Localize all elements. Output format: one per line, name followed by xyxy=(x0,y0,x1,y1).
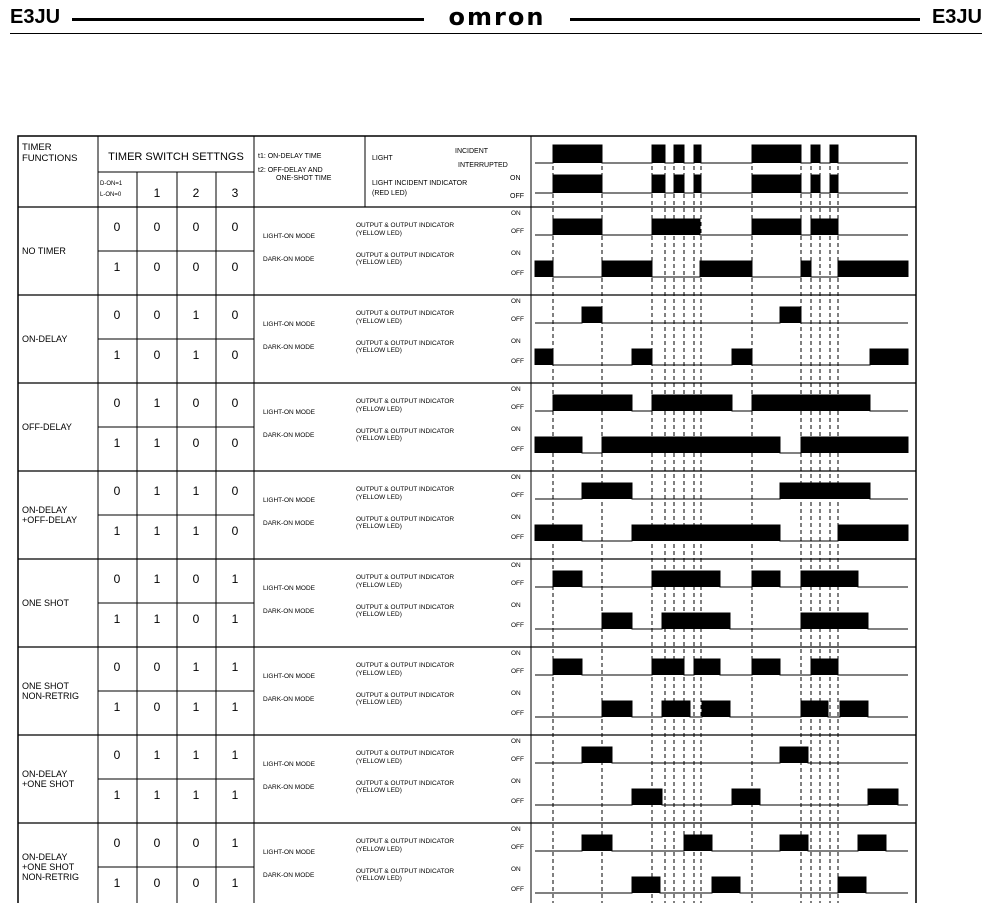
switch-cell: 0 xyxy=(113,660,121,674)
output-label: (YELLOW LED) xyxy=(356,259,402,266)
output-label: OUTPUT & OUTPUT INDICATOR xyxy=(356,310,455,317)
output-signal-pulse xyxy=(535,437,582,453)
output-label: (YELLOW LED) xyxy=(356,347,402,354)
off-label: OFF xyxy=(511,622,524,629)
dl-key: D-ON=1 xyxy=(100,181,123,187)
output-label: (YELLOW LED) xyxy=(356,435,402,442)
output-label: OUTPUT & OUTPUT INDICATOR xyxy=(356,340,455,347)
switch-cell: 0 xyxy=(113,748,121,762)
switch-cell: 1 xyxy=(113,612,121,626)
on-label: ON xyxy=(511,210,521,217)
output-signal-pulse xyxy=(602,613,632,629)
light-signal-pulse xyxy=(811,145,820,163)
on-label: ON xyxy=(511,474,521,481)
output-label: (YELLOW LED) xyxy=(356,787,402,794)
output-signal-pulse xyxy=(652,395,732,411)
output-label: (YELLOW LED) xyxy=(356,523,402,530)
output-signal-pulse xyxy=(858,835,886,851)
switch-cell: 0 xyxy=(153,836,161,850)
output-signal-pulse xyxy=(752,219,801,235)
output-signal-pulse xyxy=(780,747,808,763)
output-signal-pulse xyxy=(553,395,632,411)
output-signal-pulse xyxy=(700,261,752,277)
output-signal-pulse xyxy=(652,219,700,235)
output-signal-pulse xyxy=(868,789,898,805)
switch-cell: 1 xyxy=(113,260,121,274)
off-label: OFF xyxy=(511,358,524,365)
switch-cell: 1 xyxy=(231,788,239,802)
dl-key: L-ON=0 xyxy=(100,192,122,198)
off-label: OFF xyxy=(511,798,524,805)
output-signal-line xyxy=(535,789,908,805)
output-label: OUTPUT & OUTPUT INDICATOR xyxy=(356,486,455,493)
off-label: OFF xyxy=(510,193,524,200)
switch-cell: 1 xyxy=(113,524,121,538)
header-switch-settings: TIMER SWITCH SETTNGS xyxy=(108,151,244,163)
output-label: (YELLOW LED) xyxy=(356,758,402,765)
output-signal-pulse xyxy=(632,525,780,541)
output-signal-pulse xyxy=(553,219,602,235)
function-name: ON-DELAY xyxy=(22,334,68,344)
mode-label: LIGHT-ON MODE xyxy=(263,233,316,240)
output-signal-line xyxy=(535,349,908,365)
output-label: (YELLOW LED) xyxy=(356,699,402,706)
switch-cell: 0 xyxy=(113,572,121,586)
light-indicator-signal-pulse xyxy=(674,175,684,193)
output-signal-pulse xyxy=(801,613,868,629)
switch-cell: 1 xyxy=(231,836,239,850)
switch-number: 3 xyxy=(231,186,239,200)
output-signal-pulse xyxy=(752,571,780,587)
output-signal-pulse xyxy=(838,261,908,277)
switch-cell: 1 xyxy=(192,308,200,322)
switch-cell: 0 xyxy=(231,348,239,362)
mode-label: DARK-ON MODE xyxy=(263,872,315,879)
switch-cell: 0 xyxy=(192,876,200,890)
off-label: OFF xyxy=(511,756,524,763)
function-name: ON-DELAY xyxy=(22,852,68,862)
output-signal-pulse xyxy=(780,483,870,499)
on-label: ON xyxy=(511,602,521,609)
off-label: OFF xyxy=(511,228,524,235)
switch-cell: 1 xyxy=(153,436,161,450)
output-signal-pulse xyxy=(652,571,720,587)
output-signal-pulse xyxy=(582,747,612,763)
switch-cell: 0 xyxy=(192,396,200,410)
switch-cell: 1 xyxy=(153,524,161,538)
output-label: (YELLOW LED) xyxy=(356,318,402,325)
output-signal-pulse xyxy=(840,701,868,717)
switch-cell: 0 xyxy=(192,220,200,234)
output-signal-pulse xyxy=(870,349,908,365)
output-signal-pulse xyxy=(662,701,690,717)
switch-number: 2 xyxy=(192,186,200,200)
output-label: OUTPUT & OUTPUT INDICATOR xyxy=(356,780,455,787)
light-indicator-signal-pulse xyxy=(652,175,665,193)
output-label: (YELLOW LED) xyxy=(356,230,402,237)
switch-cell: 0 xyxy=(113,308,121,322)
function-name: +OFF-DELAY xyxy=(22,515,78,525)
switch-cell: 1 xyxy=(231,700,239,714)
on-label: ON xyxy=(511,338,521,345)
output-signal-pulse xyxy=(801,437,908,453)
switch-cell: 1 xyxy=(231,876,239,890)
mode-label: DARK-ON MODE xyxy=(263,608,315,615)
function-name: NO TIMER xyxy=(22,246,66,256)
output-signal-pulse xyxy=(582,483,632,499)
switch-cell: 1 xyxy=(192,348,200,362)
switch-cell: 0 xyxy=(192,836,200,850)
output-label: (YELLOW LED) xyxy=(356,670,402,677)
off-label: OFF xyxy=(511,404,524,411)
switch-cell: 0 xyxy=(231,524,239,538)
light-signal-pulse xyxy=(830,145,838,163)
output-label: (YELLOW LED) xyxy=(356,611,402,618)
switch-cell: 0 xyxy=(113,836,121,850)
light-indicator-label: LIGHT INCIDENT INDICATOR xyxy=(372,180,468,187)
output-signal-pulse xyxy=(732,789,760,805)
switch-cell: 1 xyxy=(192,788,200,802)
switch-cell: 0 xyxy=(113,396,121,410)
switch-cell: 1 xyxy=(153,612,161,626)
off-label: OFF xyxy=(511,580,524,587)
output-label: OUTPUT & OUTPUT INDICATOR xyxy=(356,868,455,875)
output-signal-pulse xyxy=(838,877,866,893)
switch-cell: 0 xyxy=(192,572,200,586)
function-name: OFF-DELAY xyxy=(22,422,72,432)
on-label: ON xyxy=(510,175,521,182)
output-signal-pulse xyxy=(712,877,740,893)
on-label: ON xyxy=(511,562,521,569)
light-signal-pulse xyxy=(752,145,801,163)
function-name: ONE SHOT xyxy=(22,681,70,691)
switch-cell: 0 xyxy=(113,220,121,234)
output-signal-pulse xyxy=(752,659,780,675)
switch-number: 1 xyxy=(153,186,161,200)
output-signal-line xyxy=(535,659,908,675)
light-indicator-signal-pulse xyxy=(553,175,602,193)
output-signal-pulse xyxy=(662,613,730,629)
switch-cell: 1 xyxy=(192,660,200,674)
output-label: OUTPUT & OUTPUT INDICATOR xyxy=(356,516,455,523)
output-label: OUTPUT & OUTPUT INDICATOR xyxy=(356,604,455,611)
legend-t2: ONE-SHOT TIME xyxy=(276,175,332,182)
off-label: OFF xyxy=(511,316,524,323)
light-label: LIGHT xyxy=(372,155,393,162)
off-label: OFF xyxy=(511,534,524,541)
output-signal-pulse xyxy=(780,835,808,851)
mode-label: LIGHT-ON MODE xyxy=(263,761,316,768)
switch-cell: 1 xyxy=(113,788,121,802)
mode-label: DARK-ON MODE xyxy=(263,432,315,439)
light-indicator-label: (RED LED) xyxy=(372,190,408,197)
output-signal-pulse xyxy=(811,659,838,675)
switch-cell: 0 xyxy=(231,220,239,234)
output-label: (YELLOW LED) xyxy=(356,494,402,501)
light-signal-pulse xyxy=(674,145,684,163)
mode-label: DARK-ON MODE xyxy=(263,784,315,791)
output-signal-pulse xyxy=(811,219,838,235)
switch-cell: 0 xyxy=(153,660,161,674)
incident-label: INCIDENT xyxy=(455,148,489,155)
switch-cell: 0 xyxy=(153,876,161,890)
switch-cell: 1 xyxy=(153,788,161,802)
output-label: (YELLOW LED) xyxy=(356,875,402,882)
off-label: OFF xyxy=(511,710,524,717)
mode-label: LIGHT-ON MODE xyxy=(263,497,316,504)
light-indicator-signal-pulse xyxy=(694,175,701,193)
output-signal-pulse xyxy=(553,659,582,675)
switch-cell: 0 xyxy=(153,220,161,234)
switch-cell: 0 xyxy=(192,260,200,274)
output-signal-pulse xyxy=(801,261,811,277)
switch-cell: 0 xyxy=(153,260,161,274)
legend-t1: t1: ON-DELAY TIME xyxy=(258,153,322,160)
switch-cell: 1 xyxy=(231,572,239,586)
off-label: OFF xyxy=(511,668,524,675)
output-signal-pulse xyxy=(602,437,780,453)
mode-label: DARK-ON MODE xyxy=(263,520,315,527)
output-signal-pulse xyxy=(684,835,712,851)
output-label: OUTPUT & OUTPUT INDICATOR xyxy=(356,222,455,229)
on-label: ON xyxy=(511,298,521,305)
switch-cell: 0 xyxy=(192,436,200,450)
on-label: ON xyxy=(511,250,521,257)
output-signal-pulse xyxy=(582,307,602,323)
function-name: NON-RETRIG xyxy=(22,872,79,882)
mode-label: LIGHT-ON MODE xyxy=(263,409,316,416)
output-signal-pulse xyxy=(632,789,662,805)
output-signal-pulse xyxy=(652,659,684,675)
output-signal-pulse xyxy=(694,659,720,675)
output-label: OUTPUT & OUTPUT INDICATOR xyxy=(356,252,455,259)
switch-cell: 1 xyxy=(231,612,239,626)
switch-cell: 1 xyxy=(113,348,121,362)
switch-cell: 0 xyxy=(192,612,200,626)
output-label: OUTPUT & OUTPUT INDICATOR xyxy=(356,574,455,581)
output-signal-pulse xyxy=(632,349,652,365)
output-label: OUTPUT & OUTPUT INDICATOR xyxy=(356,662,455,669)
function-name: ON-DELAY xyxy=(22,505,68,515)
switch-cell: 1 xyxy=(231,748,239,762)
switch-cell: 0 xyxy=(153,348,161,362)
on-label: ON xyxy=(511,426,521,433)
brand-logo: omron xyxy=(448,3,546,31)
switch-cell: 1 xyxy=(192,700,200,714)
output-signal-pulse xyxy=(752,395,870,411)
header-timer-functions: FUNCTIONS xyxy=(22,153,78,164)
switch-cell: 0 xyxy=(231,260,239,274)
header-model-left: E3JU xyxy=(10,6,61,28)
output-label: OUTPUT & OUTPUT INDICATOR xyxy=(356,398,455,405)
mode-label: DARK-ON MODE xyxy=(263,696,315,703)
interrupted-label: INTERRUPTED xyxy=(458,162,508,169)
switch-cell: 1 xyxy=(113,436,121,450)
off-label: OFF xyxy=(511,270,524,277)
output-label: OUTPUT & OUTPUT INDICATOR xyxy=(356,838,455,845)
switch-cell: 0 xyxy=(153,308,161,322)
off-label: OFF xyxy=(511,844,524,851)
output-signal-pulse xyxy=(553,571,582,587)
output-label: OUTPUT & OUTPUT INDICATOR xyxy=(356,428,455,435)
output-signal-pulse xyxy=(535,525,582,541)
output-signal-pulse xyxy=(838,525,908,541)
header-model-right: E3JU xyxy=(931,6,982,28)
output-signal-pulse xyxy=(801,571,858,587)
mode-label: DARK-ON MODE xyxy=(263,344,315,351)
on-label: ON xyxy=(511,866,521,873)
function-name: +ONE SHOT xyxy=(22,779,75,789)
off-label: OFF xyxy=(511,886,524,893)
switch-cell: 1 xyxy=(192,524,200,538)
header-timer-functions: TIMER xyxy=(22,142,52,153)
switch-cell: 1 xyxy=(192,484,200,498)
function-name: +ONE SHOT xyxy=(22,862,75,872)
light-signal-pulse xyxy=(652,145,665,163)
switch-cell: 0 xyxy=(153,700,161,714)
on-label: ON xyxy=(511,386,521,393)
mode-label: LIGHT-ON MODE xyxy=(263,321,316,328)
light-signal-pulse xyxy=(553,145,602,163)
switch-cell: 1 xyxy=(113,700,121,714)
switch-cell: 1 xyxy=(231,660,239,674)
output-signal-pulse xyxy=(602,701,632,717)
output-signal-pulse xyxy=(780,307,801,323)
output-signal-pulse xyxy=(801,701,828,717)
switch-cell: 1 xyxy=(153,396,161,410)
output-signal-pulse xyxy=(535,349,553,365)
output-label: OUTPUT & OUTPUT INDICATOR xyxy=(356,750,455,757)
legend-t2: t2: OFF-DELAY AND xyxy=(258,167,323,174)
off-label: OFF xyxy=(511,446,524,453)
mode-label: LIGHT-ON MODE xyxy=(263,585,316,592)
output-label: (YELLOW LED) xyxy=(356,846,402,853)
on-label: ON xyxy=(511,826,521,833)
on-label: ON xyxy=(511,738,521,745)
light-indicator-signal-pulse xyxy=(752,175,801,193)
function-name: ON-DELAY xyxy=(22,769,68,779)
output-signal-pulse xyxy=(632,877,660,893)
on-label: ON xyxy=(511,514,521,521)
light-indicator-signal-pulse xyxy=(830,175,838,193)
switch-cell: 1 xyxy=(153,484,161,498)
light-indicator-signal-pulse xyxy=(811,175,820,193)
output-label: OUTPUT & OUTPUT INDICATOR xyxy=(356,692,455,699)
function-name: ONE SHOT xyxy=(22,598,70,608)
output-signal-pulse xyxy=(602,261,652,277)
on-label: ON xyxy=(511,690,521,697)
on-label: ON xyxy=(511,778,521,785)
on-label: ON xyxy=(511,650,521,657)
switch-cell: 0 xyxy=(231,436,239,450)
switch-cell: 0 xyxy=(231,396,239,410)
mode-label: LIGHT-ON MODE xyxy=(263,673,316,680)
output-signal-pulse xyxy=(582,835,612,851)
off-label: OFF xyxy=(511,492,524,499)
switch-cell: 0 xyxy=(231,308,239,322)
output-signal-pulse xyxy=(535,261,553,277)
switch-cell: 1 xyxy=(192,748,200,762)
switch-cell: 0 xyxy=(231,484,239,498)
switch-cell: 1 xyxy=(113,876,121,890)
output-label: (YELLOW LED) xyxy=(356,582,402,589)
mode-label: LIGHT-ON MODE xyxy=(263,849,316,856)
switch-cell: 1 xyxy=(153,748,161,762)
output-signal-pulse xyxy=(732,349,752,365)
mode-label: DARK-ON MODE xyxy=(263,256,315,263)
function-name: NON-RETRIG xyxy=(22,691,79,701)
switch-cell: 1 xyxy=(153,572,161,586)
light-signal-pulse xyxy=(694,145,701,163)
switch-cell: 0 xyxy=(113,484,121,498)
output-signal-pulse xyxy=(702,701,730,717)
output-label: (YELLOW LED) xyxy=(356,406,402,413)
